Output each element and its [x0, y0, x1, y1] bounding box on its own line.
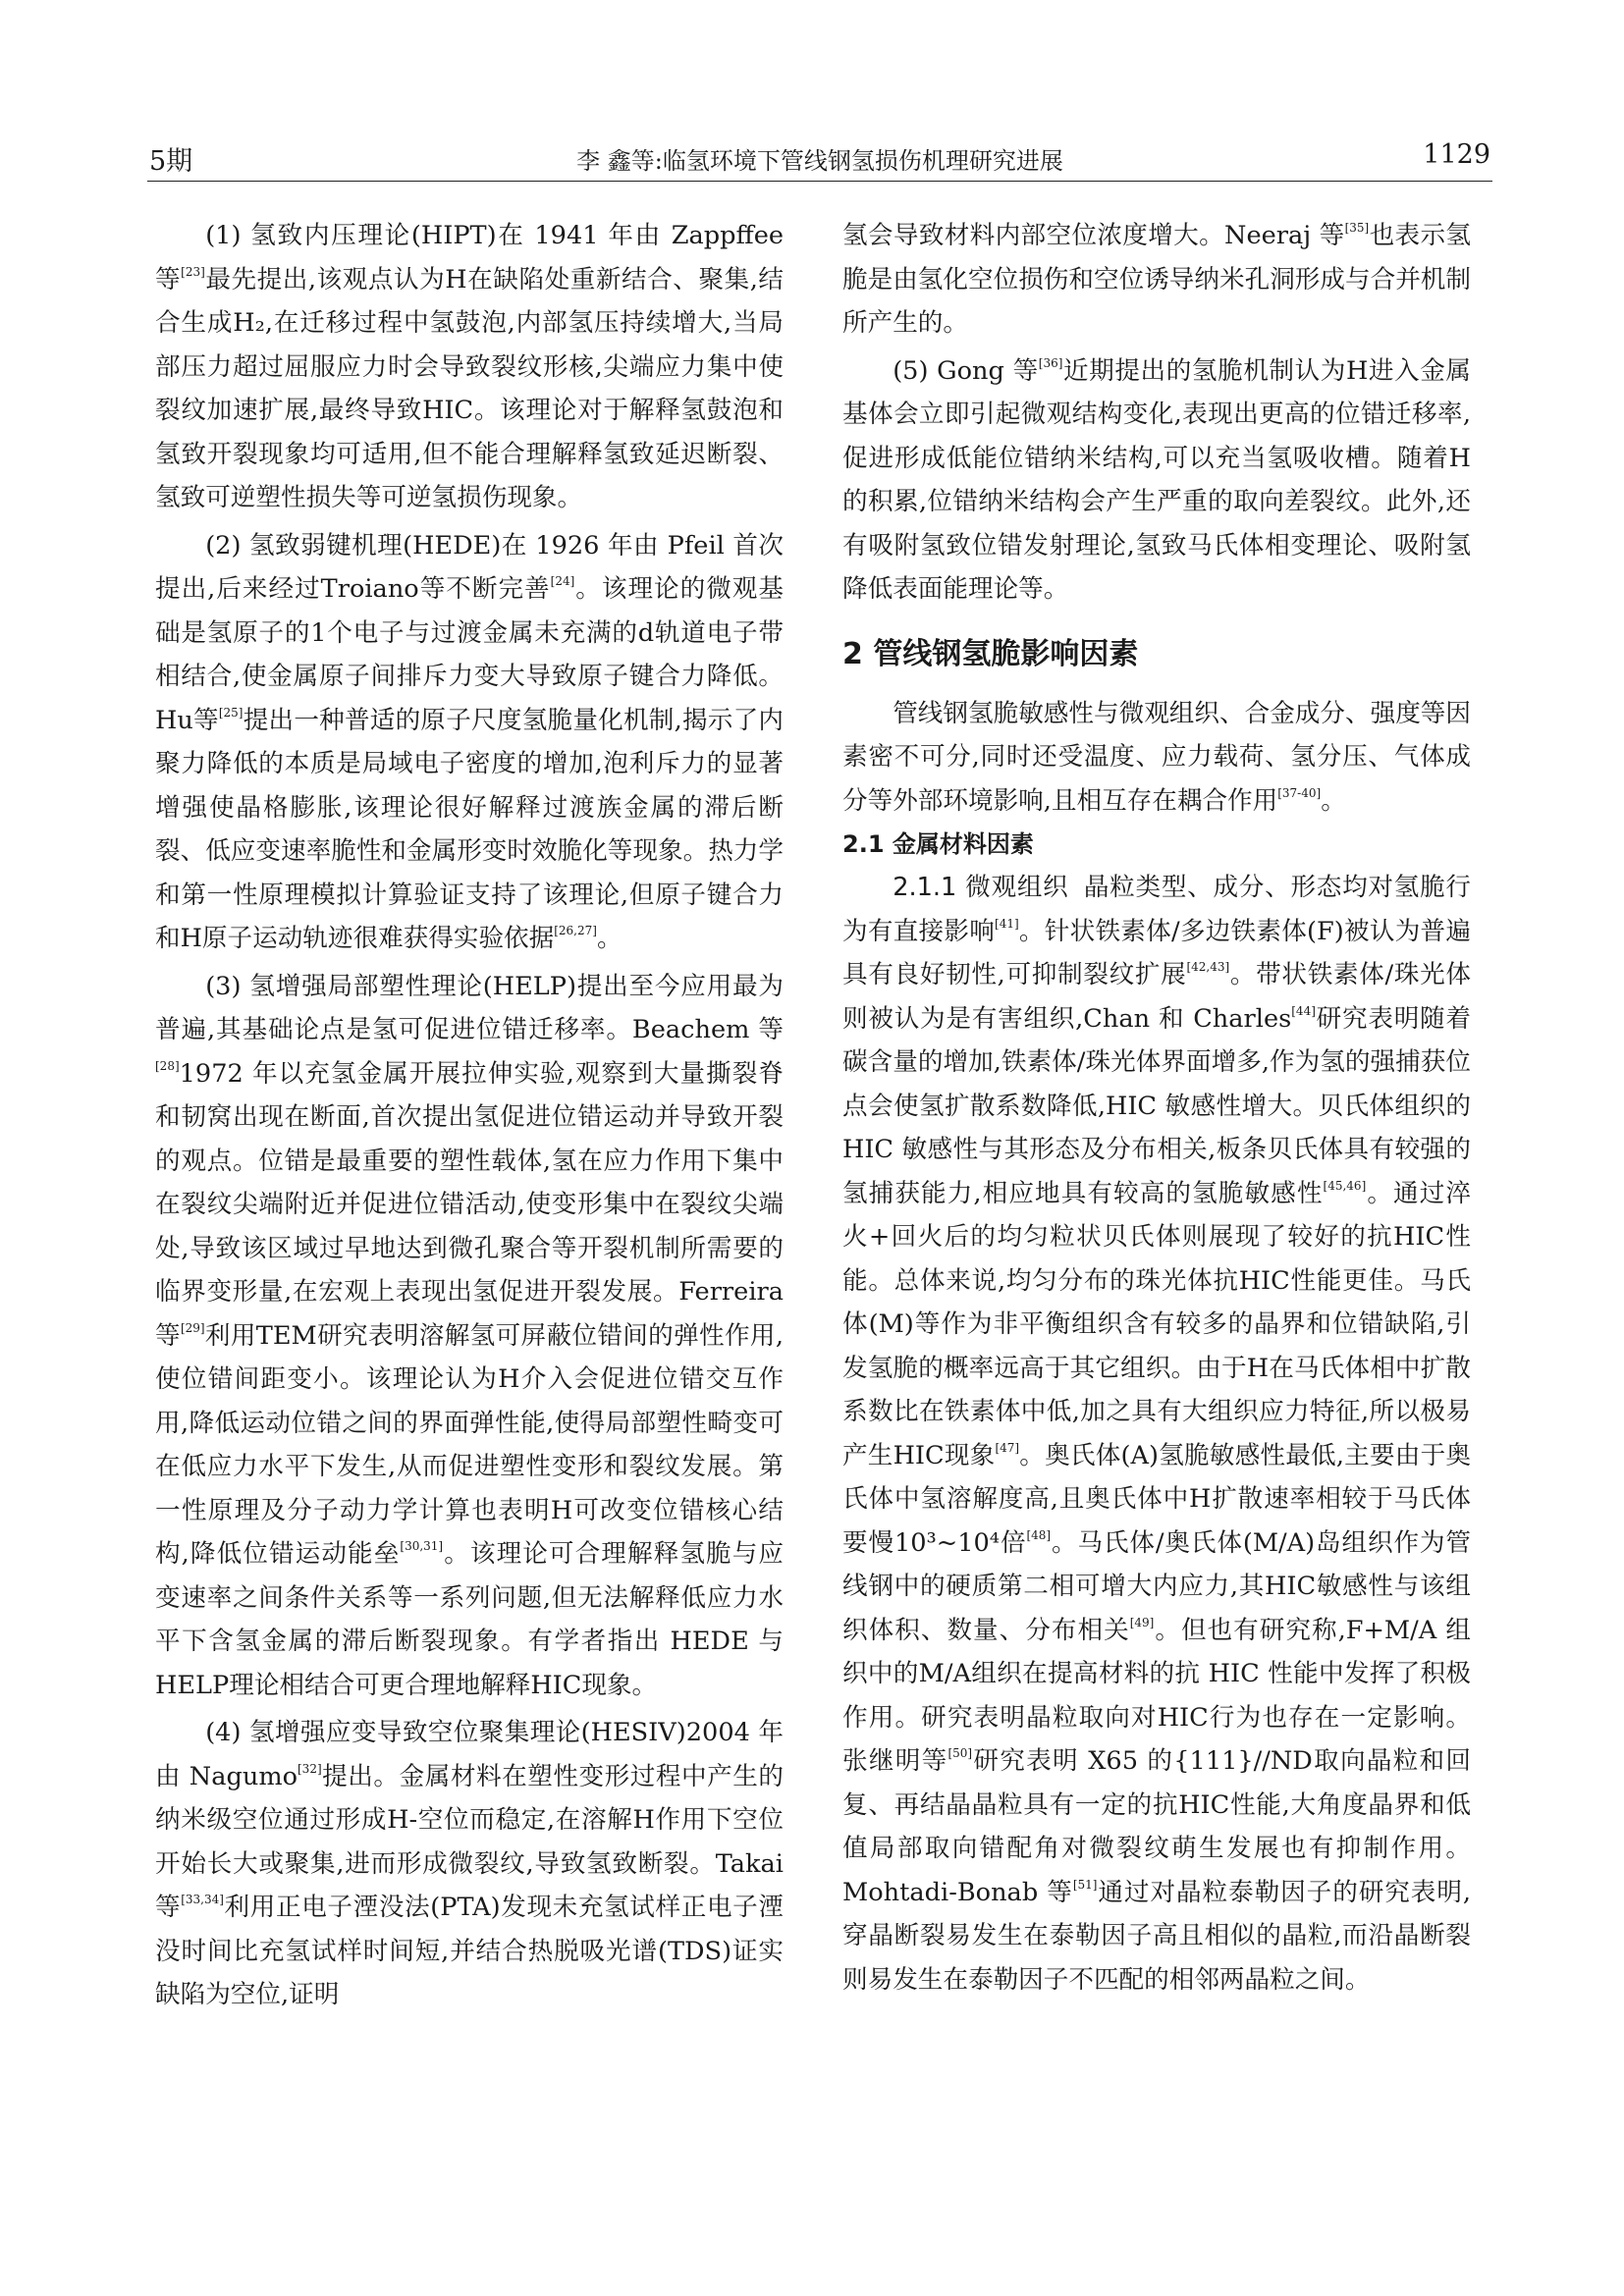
citation-marker: [23] — [181, 264, 205, 279]
paragraph-section-intro: 管线钢氢脆敏感性与微观组织、合金成分、强度等因素密不可分,同时还受温度、应力载荷、氢分压、气体成分等外部环境影响,且相互存在耦合作用[37-40]。 — [842, 698, 1471, 816]
left-column — [155, 214, 784, 2017]
citation-marker: [51] — [1072, 1877, 1098, 1892]
citation-marker: [32] — [298, 1761, 322, 1776]
paragraph-microstructure — [842, 866, 1471, 2002]
paragraph-help: (3) 氢增强局部塑性理论(HELP)提出至今应用最为普遍,其基础论点是氢可促进位错迁移率。Beachem 等[28]1972 年以充氢金属开展拉伸实验,观察到大量撕裂脊和韧窝出现在断面,首次提出氢促进位错运动并导致开裂的观点。位错是最重要的塑性载体,氢在应力作用下集中在裂纹尖端附近并促进位错活动,使变形集中在裂纹尖端处,导致该区域过早地达到微孔聚合等开裂机制所需要的临界变形量,在宏观上表现出氢促进开裂发展。Ferreira 等[29]利用TEM研究表明溶解氢可屏蔽位错间的弹性作用,使位错间距变小。该理论认为H介入会促进位错交互作用,降低运动位错之间的界面弹性能,使得局部塑性畸变可在低应力水平下发生,从而促进塑性变形和裂纹发展。第一性原理及分子动力学计算也表明H可改变位错核心结构,降低位错运动能垒[30,31]。该理论可合理解释氢脆与应变速率之间条件关系等一系列问题,但无法解释低应力水平下含氢金属的滞后断裂现象。有学者指出 HEDE 与HELP理论相结合可更合理地解释HIC现象。 — [155, 971, 784, 1700]
citation-marker: [47] — [995, 1440, 1020, 1455]
citation-marker: [28] — [155, 1058, 180, 1073]
citation-marker: [37-40] — [1277, 785, 1322, 800]
issue-number: 5期 — [149, 146, 193, 177]
citation-marker: [44] — [1291, 1003, 1316, 1018]
running-title: 李 鑫等:临氢环境下管线钢氢损伤机理研究进展 — [576, 147, 1063, 175]
subsection-heading: 2.1 金属材料因素 — [842, 830, 1034, 858]
citation-marker: [41] — [995, 916, 1019, 931]
citation-marker: [26,27] — [554, 924, 597, 937]
paragraph-gong: (5) Gong 等[36]近期提出的氢脆机制认为H进入金属基体会立即引起微观结构变化,表现出更高的位错迁移率,促进形成低能位错纳米结构,可以充当氢吸收槽。随着H的积累,位错纳米结构会产生严重的取向差裂纹。此外,还有吸附氢致位错发射理论,氢致马氏体相变理论、吸附氢降低表面能理论等。 — [842, 355, 1471, 604]
citation-marker: [45,46] — [1323, 1178, 1367, 1193]
citation-marker: [33,34] — [181, 1893, 224, 1906]
citation-marker: [35] — [1344, 221, 1370, 235]
section-heading: 2 管线钢氢脆影响因素 — [842, 636, 1139, 671]
citation-marker: [30,31] — [400, 1539, 444, 1553]
paragraph-hesiv-continued: 氢会导致材料内部空位浓度增大。Neeraj 等[35]也表示氢脆是由氢化空位损伤和空位诱导纳米孔洞形成与合并机制所产生的。 — [842, 221, 1471, 338]
citation-marker: [24] — [550, 574, 575, 588]
citation-marker: [50] — [947, 1746, 973, 1760]
citation-marker: [48] — [1026, 1527, 1052, 1542]
citation-marker: [25] — [218, 705, 244, 720]
paragraph-hipt: (1) 氢致内压理论(HIPT)在 1941 年由 Zappffee 等[23]最先提出,该观点认为H在缺陷处重新结合、聚集,结合生成H₂,在迁移过程中氢鼓泡,内部氢压持续增大,当局部压力超过屈服应力时会导致裂纹形核,尖端应力集中使裂纹加速扩展,最终导致HIC。该理论对于解释氢鼓泡和氢致开裂现象均可适用,但不能合理解释氢致延迟断裂、氢致可逆塑性损失等可逆氢损伤现象。 — [155, 221, 784, 512]
microstructure-text: 晶粒类型、成分、形态均对氢脆行为有直接影响[41]。针状铁素体/多边铁素体(F)被认为普遍具有良好韧性,可抑制裂纹扩展[42,43]。带状铁素体/珠光体则被认为是有害组织,Chan 和 Charles[44]研究表明随着碳含量的增加,铁素体/珠光体界面增多,作为氢的强捕获位点会使氢扩散系数降低,HIC 敏感性增大。贝氏体组织的 HIC 敏感性与其形态及分布相关,板条贝氏体具有较强的氢捕获能力,相应地具有较高的氢脆敏感性[45,46]。通过淬火+回火后的均匀粒状贝氏体则展现了较好的抗HIC性能。总体来说,均匀分布的珠光体抗HIC性能更佳。马氏体(M)等作为非平衡组织含有较多的晶界和位错缺陷,引发氢脆的概率远高于其它组织。由于H在马氏体相中扩散系数比在铁素体中低,加之具有大组织应力特征,所以极易产生HIC现象[47]。奥氏体(A)氢脆敏感性最低,主要由于奥氏体中氢溶解度高,且奥氏体中H扩散速率相较于马氏体要慢10³~10⁴倍[48]。马氏体/奥氏体(M/A)岛组织作为管线钢中的硬质第二相可增大内应力,其HIC敏感性与该组织体积、数量、分布相关[49]。但也有研究称,F+M/A 组织中的M/A组织在提高材料的抗 HIC 性能中发挥了积极作用。研究表明晶粒取向对HIC行为也存在一定影响。张继明等[50]研究表明 X65 的{111}//ND取向晶粒和回复、再结晶晶粒具有一定的抗HIC性能,大角度晶界和低值局部取向错配角对微裂纹萌生发展也有抑制作用。Mohtadi-Bonab 等[51]通过对晶粒泰勒因子的研究表明,穿晶断裂易发生在泰勒因子高且相似的晶粒,而沿晶断裂则易发生在泰勒因子不匹配的相邻两晶粒之间。 — [842, 873, 1471, 1995]
subsubsection-label: 2.1.1 微观组织 — [893, 873, 1069, 902]
citation-marker: [42,43] — [1186, 960, 1230, 974]
running-header — [147, 135, 1492, 182]
citation-marker: [49] — [1129, 1615, 1155, 1629]
citation-marker: [36] — [1038, 355, 1063, 370]
page-number: 1129 — [1423, 139, 1490, 170]
right-column — [842, 214, 1471, 2002]
paragraph-hesiv: (4) 氢增强应变导致空位聚集理论(HESIV)2004 年由 Nagumo[32]提出。金属材料在塑性变形过程中产生的纳米级空位通过形成H-空位而稳定,在溶解H作用下空位开始长大或聚集,进而形成微裂纹,导致氢致断裂。Takai 等[33,34]利用正电子湮没法(PTA)发现未充氢试样正电子湮没时间比充氢试样时间短,并结合热脱吸光谱(TDS)证实缺陷为空位,证明 — [155, 1718, 784, 2009]
paragraph-hede: (2) 氢致弱键机理(HEDE)在 1926 年由 Pfeil 首次提出,后来经过Troiano等不断完善[24]。该理论的微观基础是氢原子的1个电子与过渡金属未充满的d轨道电子带相结合,使金属原子间排斥力变大导致原子键合力降低。Hu等[25]提出一种普适的原子尺度氢脆量化机制,揭示了内聚力降低的本质是局域电子密度的增加,泡利斥力的显著增强使晶格膨胀,该理论很好解释过渡族金属的滞后断裂、低应变速率脆性和金属形变时效脆化等现象。热力学和第一性原理模拟计算验证支持了该理论,但原子键合力和H原子运动轨迹很难获得实验依据[26,27]。 — [155, 530, 784, 953]
citation-marker: [29] — [180, 1320, 205, 1335]
